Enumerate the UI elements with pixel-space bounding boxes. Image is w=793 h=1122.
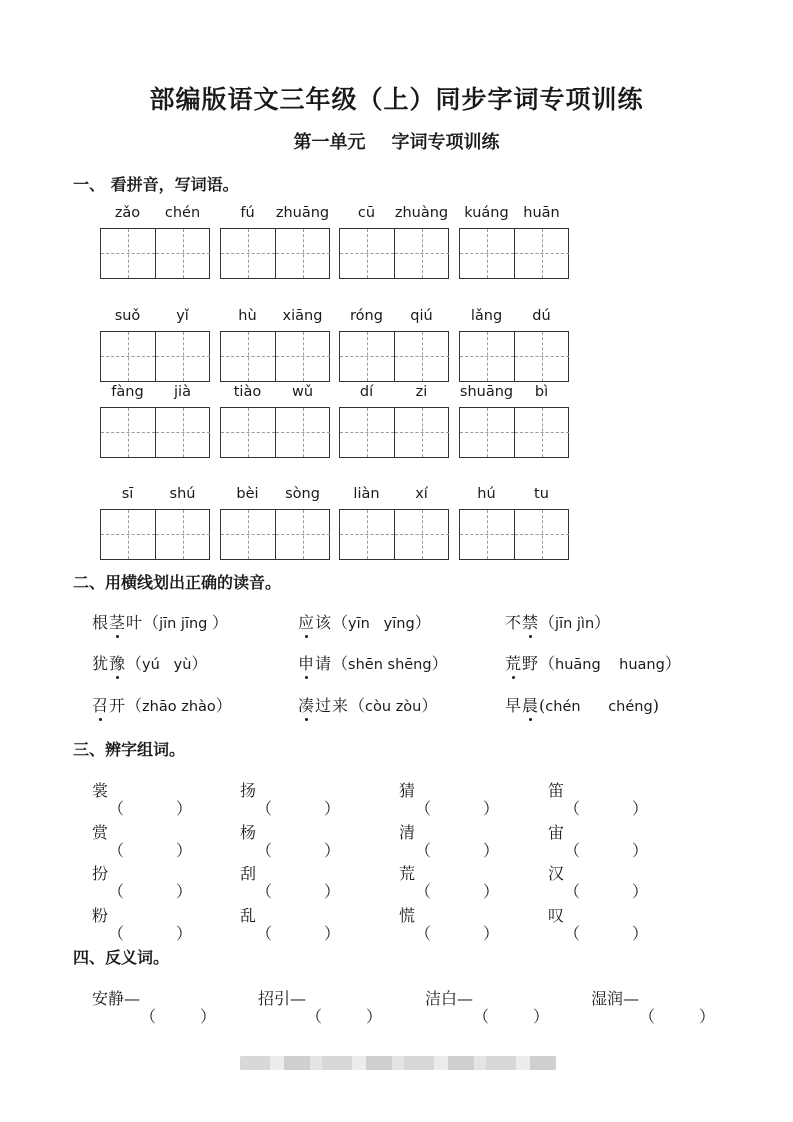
writing-cell[interactable] bbox=[275, 408, 330, 457]
writing-cell[interactable] bbox=[340, 408, 394, 457]
antonym-word: 招引— bbox=[258, 989, 307, 1008]
target-char: 刮 bbox=[240, 864, 257, 883]
target-char: 汉 bbox=[548, 864, 565, 883]
pinyin-item bbox=[100, 205, 210, 279]
section-3-heading: 三、辨字组词。 bbox=[73, 740, 186, 759]
pinyin-syllable: zhuāng bbox=[275, 205, 330, 221]
word-char: 早 bbox=[505, 696, 523, 715]
pinyin-syllable: huān bbox=[523, 205, 560, 221]
pinyin-item bbox=[220, 205, 330, 279]
pinyin-label bbox=[339, 308, 449, 328]
writing-cell[interactable] bbox=[155, 332, 210, 381]
open-paren: （ bbox=[332, 654, 349, 673]
writing-boxes bbox=[339, 407, 449, 458]
target-char: 裳 bbox=[92, 781, 109, 800]
dotted-char: 申 bbox=[298, 654, 316, 673]
word-group-item bbox=[240, 903, 340, 926]
antonym-word: 湿润— bbox=[591, 989, 640, 1008]
word-char: 该 bbox=[315, 613, 333, 632]
target-char: 慌 bbox=[399, 906, 416, 925]
pinyin-syllable: róng bbox=[350, 308, 383, 324]
target-char: 笛 bbox=[548, 781, 565, 800]
pinyin-item bbox=[100, 384, 210, 458]
pinyin-syllable: kuáng bbox=[464, 205, 509, 221]
antonym-item bbox=[425, 986, 549, 1009]
writing-boxes bbox=[459, 407, 569, 458]
pinyin-options[interactable]: jīn jìn bbox=[555, 616, 595, 632]
pinyin-syllable: zi bbox=[415, 384, 428, 400]
pinyin-label bbox=[220, 308, 330, 328]
pinyin-syllable: bì bbox=[534, 384, 549, 400]
open-paren: （ bbox=[126, 696, 143, 715]
pinyin-syllable: tiào bbox=[233, 384, 262, 400]
pinyin-syllable: zhuàng bbox=[394, 205, 449, 221]
pinyin-item bbox=[220, 384, 330, 458]
word-group-item bbox=[548, 820, 648, 843]
reading-word bbox=[298, 613, 332, 632]
writing-boxes bbox=[220, 331, 330, 382]
reading-word bbox=[505, 654, 539, 673]
pinyin-label bbox=[339, 486, 449, 506]
target-char: 乱 bbox=[240, 906, 257, 925]
target-char: 荒 bbox=[399, 864, 416, 883]
pinyin-syllable: shuāng bbox=[459, 384, 514, 400]
writing-cell[interactable] bbox=[221, 510, 275, 559]
reading-item bbox=[505, 693, 659, 716]
pinyin-item bbox=[339, 384, 449, 458]
reading-word bbox=[92, 613, 143, 632]
page-subtitle bbox=[0, 128, 793, 154]
word-char: 不 bbox=[505, 613, 523, 632]
pinyin-syllable: sòng bbox=[285, 486, 320, 502]
pinyin-syllable: xí bbox=[415, 486, 428, 502]
writing-cell[interactable] bbox=[275, 510, 330, 559]
writing-cell[interactable] bbox=[155, 229, 210, 278]
pinyin-syllable: bèi bbox=[236, 486, 259, 502]
close-paren: ） bbox=[211, 613, 228, 632]
word-group-item bbox=[399, 903, 499, 926]
close-paren: ） bbox=[191, 654, 208, 673]
writing-cell[interactable] bbox=[101, 408, 155, 457]
pinyin-label bbox=[459, 308, 569, 328]
reading-item bbox=[505, 610, 610, 633]
pinyin-syllable: hú bbox=[477, 486, 496, 502]
target-char: 杨 bbox=[240, 823, 257, 842]
writing-cell[interactable] bbox=[460, 332, 514, 381]
close-paren: ） bbox=[414, 613, 431, 632]
writing-boxes bbox=[459, 331, 569, 382]
reading-word bbox=[92, 696, 126, 715]
pinyin-options[interactable]: yīn yīng bbox=[348, 616, 415, 632]
writing-boxes bbox=[459, 509, 569, 560]
pinyin-item bbox=[100, 486, 210, 560]
target-char: 清 bbox=[399, 823, 416, 842]
dotted-char: 茎 bbox=[109, 613, 127, 632]
pinyin-options[interactable]: shēn shēng bbox=[348, 657, 432, 673]
open-paren: ( bbox=[539, 696, 546, 715]
pinyin-syllable: dú bbox=[532, 308, 551, 324]
word-group-item bbox=[92, 820, 192, 843]
watermark-blur bbox=[240, 1056, 556, 1070]
writing-cell[interactable] bbox=[514, 408, 569, 457]
writing-cell[interactable] bbox=[394, 408, 449, 457]
word-group-item bbox=[240, 820, 340, 843]
antonym-item bbox=[92, 986, 216, 1009]
writing-cell[interactable] bbox=[514, 510, 569, 559]
writing-cell[interactable] bbox=[155, 510, 210, 559]
writing-cell[interactable] bbox=[340, 332, 394, 381]
writing-cell[interactable] bbox=[340, 229, 394, 278]
reading-word bbox=[505, 613, 539, 632]
pinyin-label bbox=[100, 486, 210, 506]
word-group-item bbox=[399, 778, 499, 801]
writing-boxes bbox=[220, 228, 330, 279]
writing-boxes bbox=[220, 407, 330, 458]
word-char: 过来 bbox=[315, 696, 350, 715]
pinyin-item bbox=[339, 205, 449, 279]
pinyin-item bbox=[220, 308, 330, 382]
pinyin-syllable: dí bbox=[359, 384, 374, 400]
writing-cell[interactable] bbox=[460, 229, 514, 278]
reading-item bbox=[92, 610, 228, 633]
pinyin-item bbox=[459, 205, 569, 279]
writing-cell[interactable] bbox=[460, 408, 514, 457]
writing-boxes bbox=[339, 228, 449, 279]
pinyin-item bbox=[339, 486, 449, 560]
word-group-item bbox=[240, 861, 340, 884]
reading-word bbox=[505, 696, 539, 715]
pinyin-syllable: jià bbox=[174, 384, 191, 400]
unit-label: 第一单元 bbox=[293, 132, 366, 153]
open-paren: （ bbox=[332, 613, 349, 632]
reading-word bbox=[92, 654, 126, 673]
pinyin-syllable: fú bbox=[240, 205, 255, 221]
writing-boxes bbox=[339, 331, 449, 382]
pinyin-syllable: suǒ bbox=[114, 308, 141, 324]
writing-boxes bbox=[100, 228, 210, 279]
open-paren: （ bbox=[539, 654, 556, 673]
pinyin-syllable: cū bbox=[357, 205, 376, 221]
close-paren: ) bbox=[652, 696, 659, 715]
section-1-heading: 一、 看拼音，写词语。 bbox=[73, 175, 239, 194]
dotted-char: 晨 bbox=[522, 696, 540, 715]
pinyin-label bbox=[220, 384, 330, 404]
pinyin-options[interactable]: yú yù bbox=[142, 657, 192, 673]
dotted-char: 凑 bbox=[298, 696, 316, 715]
reading-item bbox=[298, 610, 431, 633]
writing-cell[interactable] bbox=[514, 229, 569, 278]
writing-cell[interactable] bbox=[340, 510, 394, 559]
pinyin-syllable: zǎo bbox=[114, 205, 141, 221]
pinyin-syllable: hù bbox=[238, 308, 257, 324]
antonym-item bbox=[591, 986, 715, 1009]
close-paren: ） bbox=[594, 613, 611, 632]
pinyin-syllable: yǐ bbox=[176, 308, 189, 324]
reading-word bbox=[298, 696, 349, 715]
pinyin-label bbox=[220, 205, 330, 225]
writing-cell[interactable] bbox=[275, 332, 330, 381]
writing-boxes bbox=[100, 509, 210, 560]
target-char: 宙 bbox=[548, 823, 565, 842]
writing-cell[interactable] bbox=[221, 408, 275, 457]
writing-cell[interactable] bbox=[394, 229, 449, 278]
open-paren: （ bbox=[143, 613, 160, 632]
pinyin-label bbox=[339, 384, 449, 404]
antonym-word: 洁白— bbox=[425, 989, 474, 1008]
word-group-item bbox=[548, 861, 648, 884]
close-paren: ） bbox=[431, 654, 448, 673]
pinyin-item bbox=[459, 486, 569, 560]
word-group-item bbox=[92, 778, 192, 801]
dotted-char: 荒 bbox=[505, 654, 523, 673]
word-char: 犹 bbox=[92, 654, 110, 673]
word-group-item bbox=[548, 778, 648, 801]
reading-item bbox=[298, 693, 437, 716]
reading-item bbox=[505, 651, 681, 674]
writing-cell[interactable] bbox=[394, 332, 449, 381]
word-group-item bbox=[92, 861, 192, 884]
target-char: 赏 bbox=[92, 823, 109, 842]
pinyin-options[interactable]: còu zòu bbox=[365, 699, 422, 715]
pinyin-syllable: xiāng bbox=[282, 308, 323, 324]
word-group-item bbox=[399, 861, 499, 884]
writing-boxes bbox=[100, 407, 210, 458]
reading-item bbox=[298, 651, 448, 674]
open-paren: （ bbox=[349, 696, 366, 715]
dotted-char: 豫 bbox=[109, 654, 127, 673]
writing-cell[interactable] bbox=[514, 332, 569, 381]
word-char: 请 bbox=[315, 654, 333, 673]
writing-boxes bbox=[459, 228, 569, 279]
writing-cell[interactable] bbox=[101, 229, 155, 278]
section-4-heading: 四、反义词。 bbox=[73, 948, 170, 967]
pinyin-syllable: chén bbox=[164, 205, 201, 221]
writing-cell[interactable] bbox=[221, 332, 275, 381]
target-char: 扮 bbox=[92, 864, 109, 883]
target-char: 叹 bbox=[548, 906, 565, 925]
pinyin-label bbox=[100, 308, 210, 328]
word-group-item bbox=[92, 903, 192, 926]
pinyin-label bbox=[100, 384, 210, 404]
pinyin-options[interactable]: jīn jīng bbox=[159, 616, 212, 632]
writing-cell[interactable] bbox=[275, 229, 330, 278]
word-group-item bbox=[240, 778, 340, 801]
pinyin-syllable: fàng bbox=[111, 384, 144, 400]
dotted-char: 召 bbox=[92, 696, 110, 715]
writing-boxes bbox=[339, 509, 449, 560]
pinyin-item bbox=[220, 486, 330, 560]
open-paren: （ bbox=[539, 613, 556, 632]
target-char: 猜 bbox=[399, 781, 416, 800]
writing-boxes bbox=[100, 331, 210, 382]
word-char: 野 bbox=[522, 654, 540, 673]
dotted-char: 禁 bbox=[522, 613, 540, 632]
pinyin-label bbox=[100, 205, 210, 225]
pinyin-label bbox=[459, 486, 569, 506]
pinyin-item bbox=[100, 308, 210, 382]
reading-item bbox=[92, 693, 232, 716]
writing-cell[interactable] bbox=[460, 510, 514, 559]
pinyin-item bbox=[459, 308, 569, 382]
pinyin-label bbox=[339, 205, 449, 225]
word-group-item bbox=[399, 820, 499, 843]
close-paren: ） bbox=[215, 696, 232, 715]
target-char: 粉 bbox=[92, 906, 109, 925]
pinyin-syllable: sī bbox=[121, 486, 134, 502]
close-paren: ） bbox=[421, 696, 438, 715]
reading-word bbox=[298, 654, 332, 673]
pinyin-options[interactable]: huāng huang bbox=[555, 657, 665, 673]
pinyin-item bbox=[459, 384, 569, 458]
writing-cell[interactable] bbox=[101, 332, 155, 381]
writing-cell[interactable] bbox=[394, 510, 449, 559]
pinyin-label bbox=[220, 486, 330, 506]
word-char: 开 bbox=[109, 696, 127, 715]
writing-cell[interactable] bbox=[155, 408, 210, 457]
pinyin-item bbox=[339, 308, 449, 382]
writing-boxes bbox=[220, 509, 330, 560]
pinyin-options[interactable]: zhāo zhào bbox=[142, 699, 216, 715]
open-paren: （ bbox=[126, 654, 143, 673]
pinyin-syllable: qiú bbox=[410, 308, 433, 324]
word-char: 根 bbox=[92, 613, 110, 632]
page-title: 部编版语文三年级（上）同步字词专项训练 bbox=[149, 85, 644, 114]
dotted-char: 应 bbox=[298, 613, 316, 632]
antonym-word: 安静— bbox=[92, 989, 141, 1008]
pinyin-label bbox=[459, 384, 569, 404]
pinyin-syllable: shú bbox=[169, 486, 196, 502]
pinyin-label bbox=[459, 205, 569, 225]
pinyin-syllable: lǎng bbox=[470, 308, 503, 324]
topic-label: 字词专项训练 bbox=[391, 132, 500, 153]
pinyin-syllable: wǔ bbox=[291, 384, 314, 400]
writing-cell[interactable] bbox=[101, 510, 155, 559]
pinyin-syllable: tu bbox=[534, 486, 549, 502]
writing-cell[interactable] bbox=[221, 229, 275, 278]
word-char: 叶 bbox=[126, 613, 144, 632]
antonym-item bbox=[258, 986, 382, 1009]
target-char: 扬 bbox=[240, 781, 257, 800]
pinyin-options[interactable]: chén chéng bbox=[545, 699, 653, 715]
close-paren: ） bbox=[664, 654, 681, 673]
section-2-heading: 二、用横线划出正确的读音。 bbox=[73, 573, 282, 592]
word-group-item bbox=[548, 903, 648, 926]
reading-item bbox=[92, 651, 207, 674]
pinyin-syllable: liàn bbox=[353, 486, 380, 502]
